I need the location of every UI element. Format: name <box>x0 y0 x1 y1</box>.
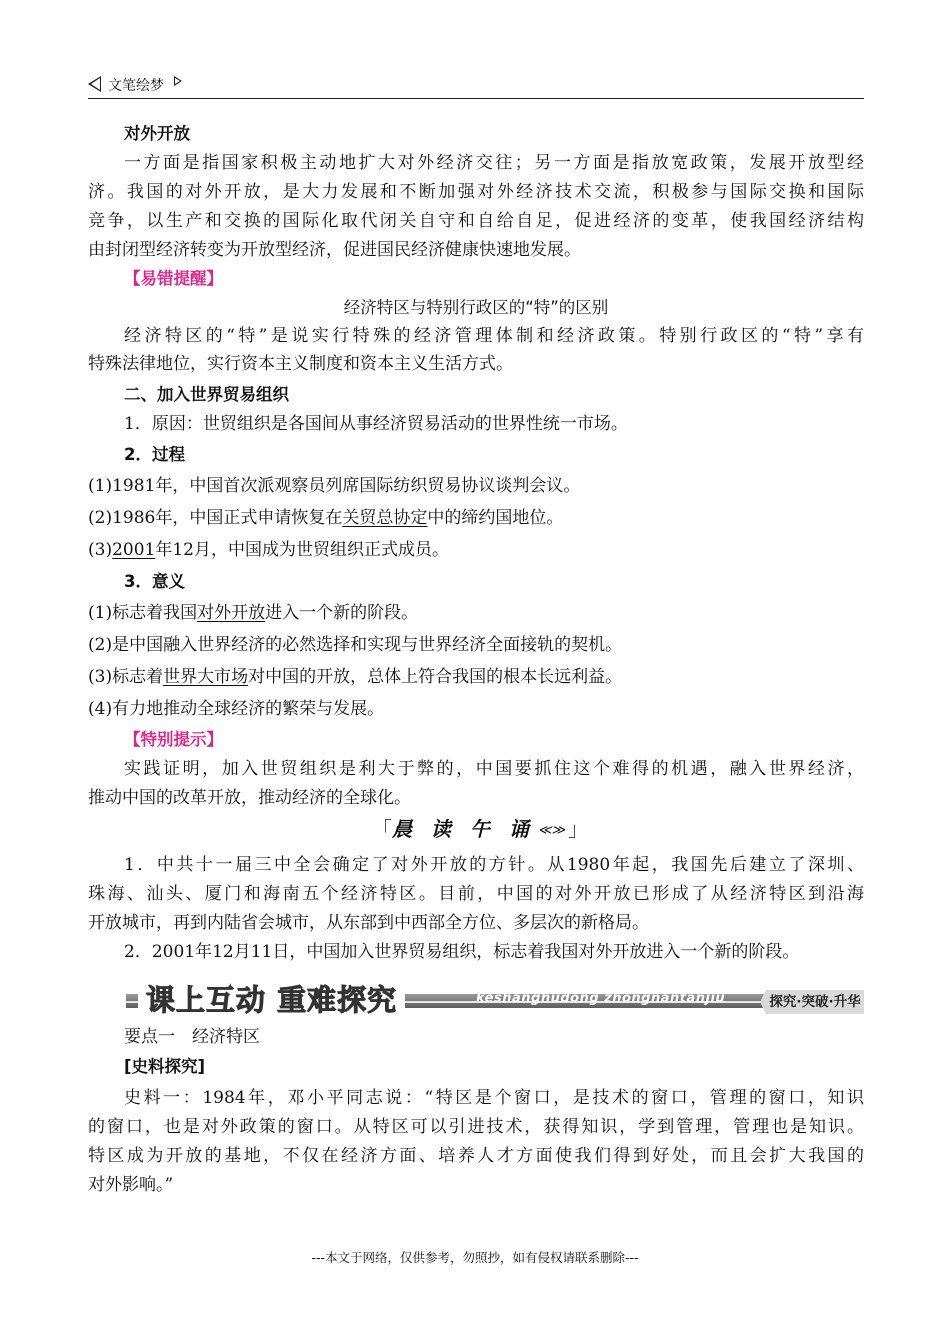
page-header <box>88 74 864 99</box>
paragraph-line: 2．2001年12月11日，中国加入世界贸易组织，标志着我国对外开放进入一个新的阶段。 <box>124 942 800 962</box>
paragraph-line: 珠海、汕头、厦门和海南五个经济特区。目前，中国的对外开放已形成了从经济特区到沿海 <box>88 884 864 904</box>
left-triangle-icon <box>88 76 101 92</box>
banner-title: 课上互动 重难探究 <box>138 981 405 1019</box>
tip-label-mistake: 【易错提醒】 <box>124 269 223 288</box>
paragraph-line: 一方面是指国家积极主动地扩大对外经济交往；另一方面是指放宽政策，发展开放型经 <box>124 153 864 173</box>
meaning-item-4: (4)有力地推动全球经济的繁荣与发展。 <box>88 699 385 719</box>
paragraph-line: 对外影响。” <box>88 1175 174 1195</box>
paragraph-line: 开放城市，再到内陆省会城市，从东部到中西部全方位、多层次的新格局。 <box>88 913 649 933</box>
paragraph-line: 1．中共十一届三中全会确定了对外开放的方针。从1980年起，我国先后建立了深圳、 <box>124 855 864 875</box>
footer-note: ---本文于网络，仅供参考，勿照抄，如有侵权请联系删除--- <box>311 1250 639 1265</box>
process-item-3: (3)2001年12月，中国成为世贸组织正式成员。 <box>88 540 449 560</box>
paragraph-line: 特殊法律地位，实行资本主义制度和资本主义生活方式。 <box>88 354 513 374</box>
point-title: 要点一 经济特区 <box>124 1027 260 1047</box>
process-item-2: (2)1986年，中国正式申请恢复在关贸总协定中的缔约国地位。 <box>88 508 564 528</box>
section-title-wto: 二、加入世界贸易组织 <box>124 385 289 404</box>
paragraph-line: 竞争，以生产和交换的国际化取代闭关自守和自给自足，促进经济的变革，使我国经济结构 <box>88 211 864 231</box>
paragraph-line: 实践证明，加入世贸组织是利大于弊的，中国要抓住这个难得的机遇，融入世界经济， <box>124 759 864 779</box>
meaning-item-2: (2)是中国融入世界经济的必然选择和实现与世界经济全面接轨的契机。 <box>88 635 623 655</box>
banner-right-label: 探究·突破·升华 <box>766 990 864 1014</box>
process-item-1: (1)1981年，中国首次派观察员列席国际纺织贸易协议谈判会议。 <box>88 476 581 496</box>
meaning-item-1: (1)标志着我国对外开放进入一个新的阶段。 <box>88 603 419 623</box>
point-subtitle: [史料探究] <box>124 1057 206 1076</box>
section-title-open: 对外开放 <box>124 124 190 143</box>
meaning-item-3: (3)标志着世界大市场对中国的开放，总体上符合我国的根本长远利益。 <box>88 667 623 687</box>
paragraph-line: 由封闭型经济转变为开放型经济，促进国民经济健康快速地发展。 <box>88 240 581 260</box>
reason-line: 1．原因：世贸组织是各国间从事经济贸易活动的世界性统一市场。 <box>124 414 628 434</box>
paragraph-line: 济。我国的对外开放，是大力发展和不断加强对外经济技术交流，积极参与国际交换和国际 <box>88 182 864 202</box>
header-brand: 文笔绘梦 <box>108 78 164 94</box>
answer-underline: 关贸总协定 <box>342 508 428 528</box>
paragraph-line: 经济特区的“特”是说实行特殊的经济管理体制和经济政策。特别行政区的“特”享有 <box>124 326 864 346</box>
answer-underline: 世界大市场 <box>163 667 249 687</box>
tip-label-special: 【特别提示】 <box>124 730 223 749</box>
process-title: 2．过程 <box>124 445 185 464</box>
answer-underline: 对外开放 <box>197 603 266 623</box>
answer-underline: 2001 <box>112 540 156 560</box>
paragraph-line: 推动中国的改革开放，推动经济的全球化。 <box>88 788 411 808</box>
paragraph-line: 的窗口，也是对外政策的窗口。从特区可以引进技术，获得知识，学到管理，管理也是知识。 <box>88 1117 864 1137</box>
tip-title: 经济特区与特别行政区的“特”的区别 <box>343 298 609 317</box>
right-triangle-icon <box>174 76 182 86</box>
banner-pinyin: keshanghudong zhongnantanjiu <box>476 991 726 1006</box>
morning-reading-title: 「晨 读 午 诵 ≪≫ 」 <box>371 817 589 841</box>
paragraph-line: 特区成为开放的基地，不仅在经济方面、培养人才方面使我们得到好处，而且会扩大我国的 <box>88 1146 864 1166</box>
meaning-title: 3．意义 <box>124 572 185 591</box>
paragraph-line: 史料一：1984年，邓小平同志说：“特区是个窗口，是技术的窗口，管理的窗口，知识 <box>124 1088 864 1108</box>
wave-icon: ≪≫ <box>537 823 566 838</box>
section-banner <box>126 981 864 1021</box>
